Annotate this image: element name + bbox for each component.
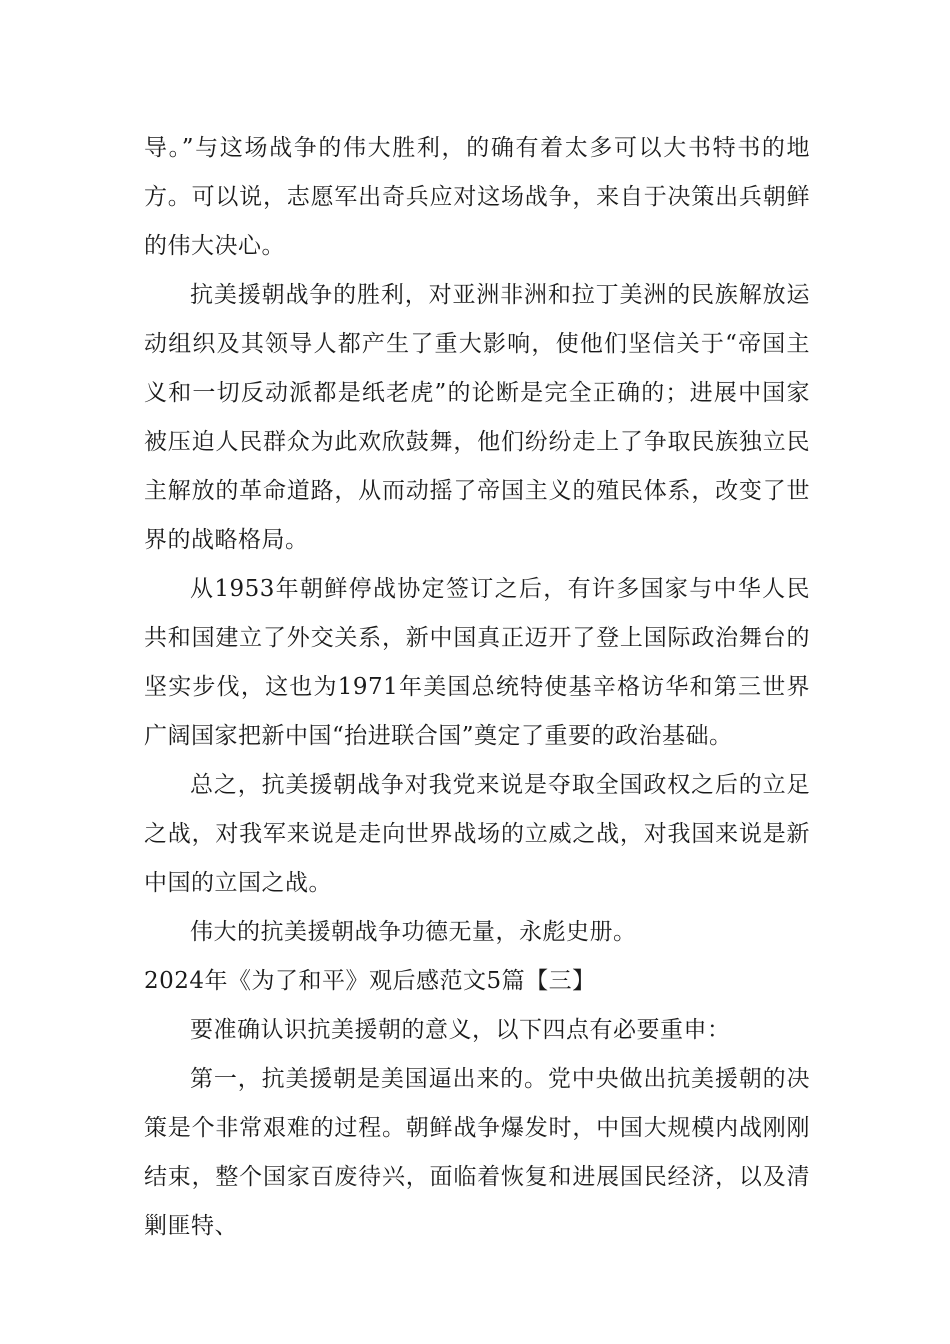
paragraph: 第一，抗美援朝是美国逼出来的。党中央做出抗美援朝的决策是个非常艰难的过程。朝鲜战争爆发时，中国大规模内战刚刚结束，整个国家百废待兴，面临着恢复和进展国民经济，以及清剿匪特、 (144, 1066, 810, 1239)
paragraph-continued: 导。”与这场战争的伟大胜利，的确有着太多可以大书特书的地方。可以说，志愿军出奇兵应对这场战争，来自于决策出兵朝鲜的伟大决心。 (144, 135, 810, 259)
document-body (144, 124, 810, 1251)
paragraph: 总之，抗美援朝战争对我党来说是夺取全国政权之后的立足之战，对我军来说是走向世界战场的立威之战，对我国来说是新中国的立国之战。 (144, 772, 810, 896)
paragraph: 从1953年朝鲜停战协定签订之后，有许多国家与中华人民共和国建立了外交关系，新中国真正迈开了登上国际政治舞台的坚实步伐，这也为1971年美国总统特使基辛格访华和第三世界广阔国家把新中国“抬进联合国”奠定了重要的政治基础。 (144, 576, 810, 749)
paragraph: 要准确认识抗美援朝的意义，以下四点有必要重申： (190, 1017, 731, 1043)
section-heading: 2024年《为了和平》观后感范文5篇【三】 (144, 968, 596, 994)
paragraph: 伟大的抗美援朝战争功德无量，永彪史册。 (190, 919, 637, 945)
paragraph: 抗美援朝战争的胜利，对亚洲非洲和拉丁美洲的民族解放运动组织及其领导人都产生了重大影响，使他们坚信关于“帝国主义和一切反动派都是纸老虎”的论断是完全正确的；进展中国家被压迫人民群众为此欢欣鼓舞，他们纷纷走上了争取民族独立民主解放的革命道路，从而动摇了帝国主义的殖民体系，改变了世界的战略格局。 (144, 282, 810, 553)
